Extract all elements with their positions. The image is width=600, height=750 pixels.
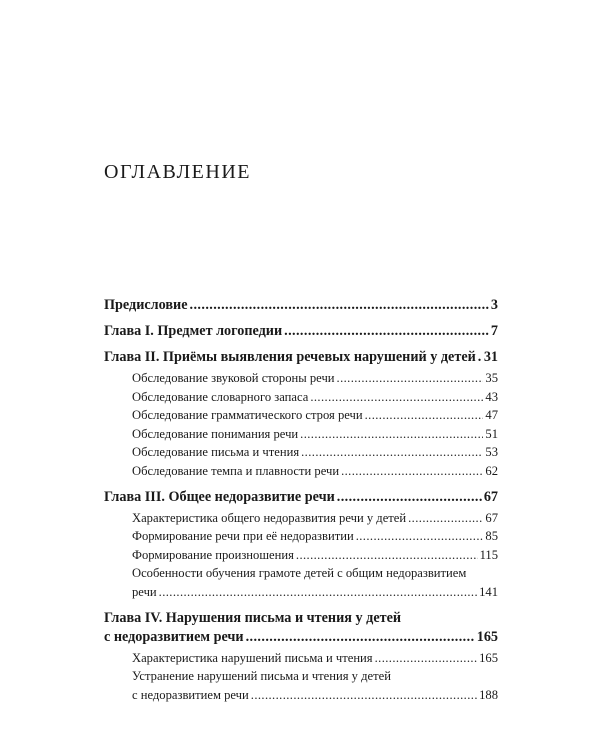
toc-section-line-2 bbox=[132, 583, 498, 602]
toc-section[interactable] bbox=[132, 462, 498, 481]
toc-page-number: 165 bbox=[476, 628, 498, 645]
toc-section[interactable] bbox=[132, 443, 498, 462]
toc-page-number: 31 bbox=[483, 349, 498, 365]
toc-section[interactable] bbox=[132, 649, 498, 668]
dot-leader bbox=[190, 296, 489, 315]
toc-entry-chapter-2[interactable] bbox=[104, 348, 498, 367]
dot-leader bbox=[296, 546, 478, 565]
toc-section-line-2 bbox=[132, 686, 498, 705]
dot-leader bbox=[478, 348, 482, 367]
page-title: ОГЛАВЛЕНИЕ bbox=[104, 161, 251, 183]
dot-leader bbox=[365, 406, 484, 425]
toc-section-label: Обследование словарного запаса bbox=[132, 389, 309, 404]
dot-leader bbox=[284, 322, 489, 341]
toc-entry-preface[interactable] bbox=[104, 296, 498, 315]
toc-page-number: 43 bbox=[485, 389, 498, 404]
toc-section[interactable] bbox=[132, 388, 498, 407]
toc-section-multiline[interactable] bbox=[132, 564, 498, 601]
toc-page-number: 141 bbox=[479, 584, 498, 599]
dot-leader bbox=[251, 686, 477, 705]
dot-leader bbox=[337, 488, 482, 507]
toc-page-number: 62 bbox=[485, 463, 498, 478]
toc-entry-label: Глава I. Предмет логопедии bbox=[104, 323, 283, 339]
toc-page-number: 188 bbox=[479, 687, 498, 702]
toc-section-label: Обследование темпа и плавности речи bbox=[132, 463, 340, 478]
toc-section-label-line-2: речи bbox=[132, 584, 157, 599]
toc-entry-label-line-2: с недоразвитием речи bbox=[104, 628, 244, 645]
toc-page-number: 51 bbox=[485, 426, 498, 441]
toc-entry-label-line-1: Глава IV. Нарушения письма и чтения у детей bbox=[104, 609, 402, 626]
toc-page-number: 67 bbox=[483, 488, 498, 505]
dot-leader bbox=[159, 583, 477, 602]
toc-section-label: Обследование письма и чтения bbox=[132, 445, 300, 460]
dot-leader bbox=[301, 443, 483, 462]
toc-section[interactable] bbox=[132, 509, 498, 528]
dot-leader bbox=[408, 509, 483, 528]
toc-entry-line-2 bbox=[104, 628, 498, 647]
dot-leader bbox=[337, 369, 484, 388]
toc-section-label: Обследование грамматического строя речи bbox=[132, 408, 363, 423]
toc-page-number: 85 bbox=[485, 529, 498, 544]
dot-leader bbox=[341, 462, 483, 481]
toc-entry-chapter-1[interactable] bbox=[104, 322, 498, 341]
toc-page-number: 47 bbox=[485, 408, 498, 423]
toc-page-number: 67 bbox=[485, 510, 498, 525]
toc-section[interactable] bbox=[132, 425, 498, 444]
toc-section-label: Характеристика нарушений письма и чтения bbox=[132, 650, 373, 665]
toc-section[interactable] bbox=[132, 369, 498, 388]
toc-section-label-line-1: Особенности обучения грамоте детей с общим недоразвитием bbox=[132, 566, 467, 581]
toc-section-label-line-2: с недоразвитием речи bbox=[132, 687, 249, 702]
toc-section-label: Характеристика общего недоразвития речи у детей bbox=[132, 510, 407, 525]
toc-section-label: Формирование произношения bbox=[132, 547, 294, 562]
toc-section-label: Обследование понимания речи bbox=[132, 426, 299, 441]
dot-leader bbox=[300, 425, 483, 444]
toc-section-label: Обследование звуковой стороны речи bbox=[132, 371, 335, 385]
dot-leader bbox=[310, 388, 483, 407]
toc-page-number: 53 bbox=[485, 445, 498, 460]
toc-section-label: Формирование речи при её недоразвитии bbox=[132, 529, 354, 544]
table-of-contents bbox=[104, 296, 498, 704]
toc-section[interactable] bbox=[132, 527, 498, 546]
dot-leader bbox=[356, 527, 484, 546]
toc-entry-label: Глава II. Приёмы выявления речевых нарушений у детей bbox=[104, 349, 476, 365]
toc-page-number: 165 bbox=[479, 650, 498, 665]
toc-section[interactable] bbox=[132, 406, 498, 425]
dot-leader bbox=[375, 649, 478, 668]
toc-page-number: 3 bbox=[490, 297, 498, 313]
toc-entry-label: Глава III. Общее недоразвитие речи bbox=[104, 488, 335, 505]
toc-entry-chapter-4[interactable] bbox=[104, 609, 498, 647]
dot-leader bbox=[246, 628, 475, 647]
toc-entry-chapter-3[interactable] bbox=[104, 488, 498, 507]
toc-section-label-line-1: Устранение нарушений письма и чтения у детей bbox=[132, 669, 391, 684]
toc-entry-label: Предисловие bbox=[104, 297, 188, 313]
toc-page-number: 115 bbox=[479, 547, 498, 562]
toc-section[interactable] bbox=[132, 546, 498, 565]
toc-section-multiline[interactable] bbox=[132, 667, 498, 704]
toc-page-number: 7 bbox=[490, 323, 498, 339]
toc-page-number: 35 bbox=[485, 371, 498, 385]
